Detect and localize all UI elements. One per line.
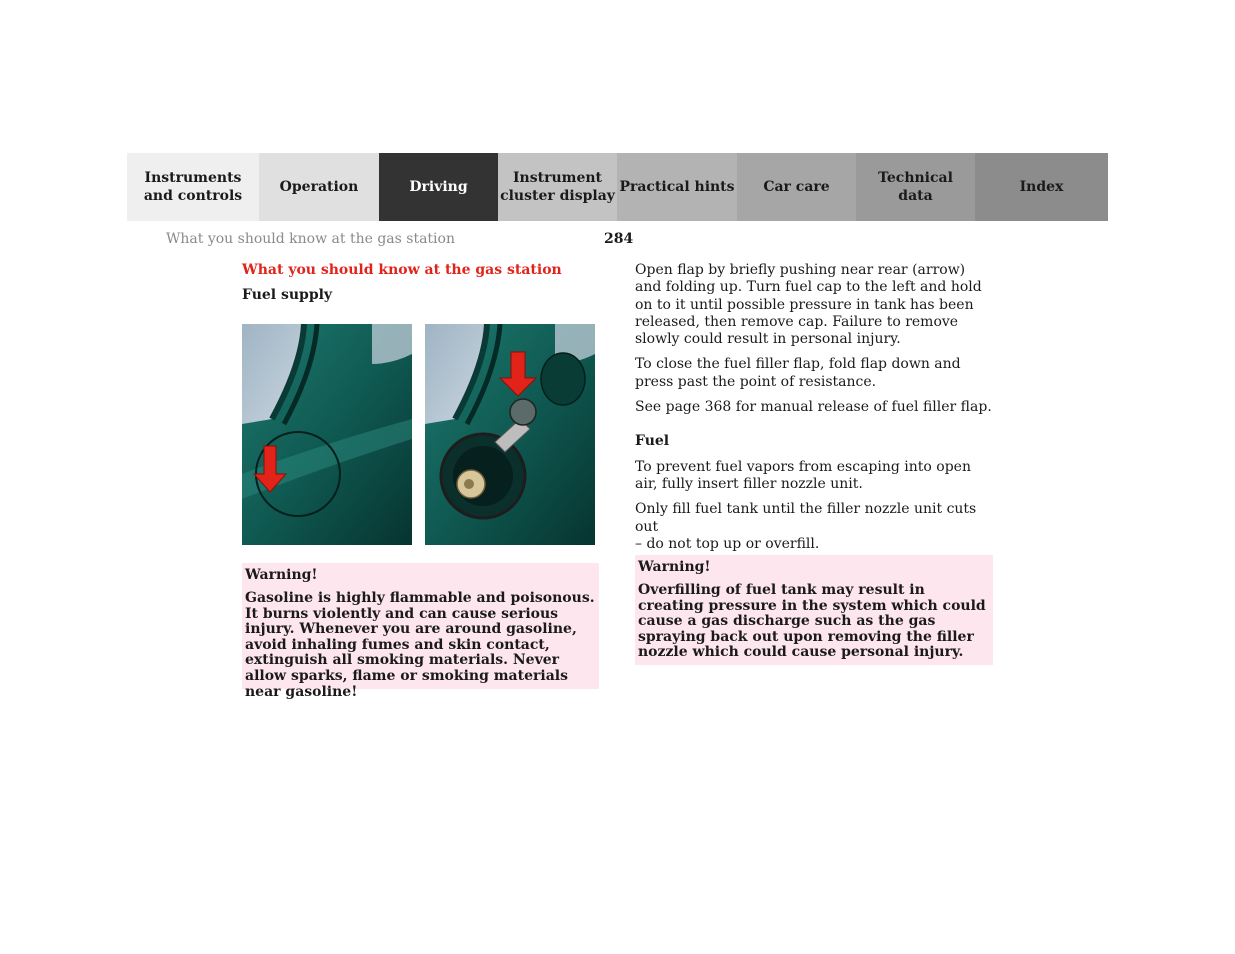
warning-box-overfilling bbox=[635, 555, 993, 665]
warning-text: Overfilling of fuel tank may result in creating pressure in the system which could cause a gas discharge such as the gas spraying back out upon removing the filler nozzle which could cause personal injury. bbox=[638, 582, 986, 661]
tab-instruments-and-controls[interactable] bbox=[127, 153, 259, 221]
paragraph-fuel-vapors: To prevent fuel vapors from escaping into open air, fully insert filler nozzle unit. bbox=[635, 458, 971, 492]
paragraph-close-flap: To close the fuel filler flap, fold flap down and press past the point of resistance. bbox=[635, 356, 961, 390]
tab-driving[interactable] bbox=[379, 153, 498, 221]
right-column bbox=[635, 262, 995, 561]
subsection-title: Fuel supply bbox=[242, 287, 333, 303]
tab-car-care[interactable] bbox=[737, 153, 856, 221]
warning-title: Warning! bbox=[245, 567, 318, 583]
warning-title: Warning! bbox=[638, 559, 711, 575]
tab-index[interactable] bbox=[975, 153, 1108, 221]
chapter-tabs bbox=[127, 153, 1108, 221]
tab-label: Technical data bbox=[878, 170, 953, 204]
section-title: What you should know at the gas station bbox=[242, 262, 562, 278]
paragraph-manual-release: See page 368 for manual release of fuel filler flap. bbox=[635, 399, 992, 416]
tab-practical-hints[interactable] bbox=[617, 153, 737, 221]
tab-label: Instrument cluster display bbox=[500, 170, 615, 204]
warning-box-gasoline bbox=[242, 563, 599, 700]
fuel-flap-closed-illustration bbox=[242, 324, 412, 545]
tab-label: Practical hints bbox=[619, 179, 735, 195]
paragraph-fill-limit: Only fill fuel tank until the filler nozzle unit cuts out – do not top up or overfill. bbox=[635, 501, 977, 552]
fuel-flap-open-illustration bbox=[425, 324, 595, 545]
tab-label: Index bbox=[1019, 179, 1064, 195]
paragraph-open-flap: Open flap by briefly pushing near rear (arrow) and folding up. Turn fuel cap to the left and hold on to it until possible pressure in tank has been released, then remove cap. Failure to remove slowly could result in personal injury. bbox=[635, 262, 982, 348]
tab-operation[interactable] bbox=[259, 153, 379, 221]
tab-technical-data[interactable] bbox=[856, 153, 975, 221]
tab-label: Instruments and controls bbox=[143, 170, 243, 204]
tab-label: Driving bbox=[409, 179, 468, 195]
running-head: What you should know at the gas station bbox=[166, 231, 455, 247]
fuel-heading: Fuel bbox=[635, 433, 670, 450]
tab-label: Car care bbox=[763, 179, 830, 195]
tab-instrument-cluster-display[interactable] bbox=[498, 153, 617, 221]
warning-text: Gasoline is highly flammable and poisonous. It burns violently and can cause serious injury. Whenever you are around gasoline, avoid inhaling fumes and skin contact, extinguish all smoking materials. Never allow sparks, flame or smoking materials near gasoline! bbox=[245, 590, 595, 700]
page-number: 284 bbox=[604, 231, 634, 247]
tab-label: Operation bbox=[279, 179, 359, 195]
